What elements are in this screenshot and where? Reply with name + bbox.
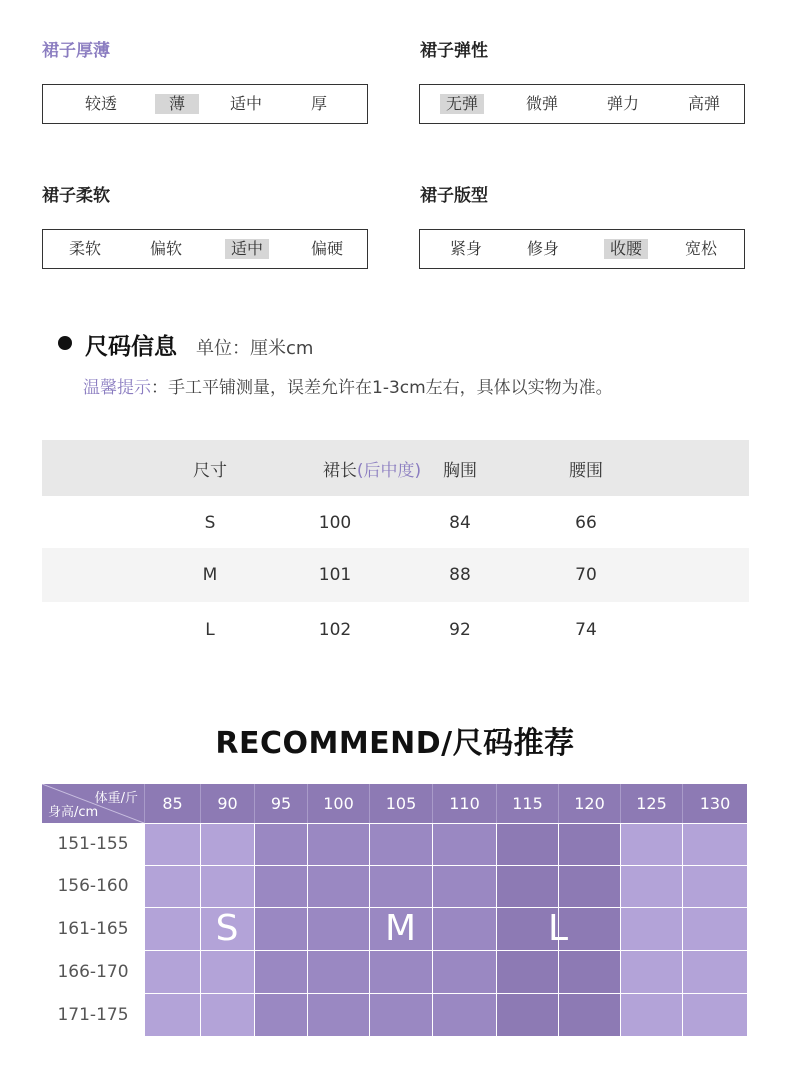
cell-waist: 66 xyxy=(575,513,597,533)
weight-col-95: 95 xyxy=(254,784,307,823)
grid-cell xyxy=(558,993,620,1036)
grid-cell xyxy=(200,950,254,993)
option-elasticity-1: 无弹 xyxy=(440,94,484,114)
header-chest: 胸围 xyxy=(443,460,477,481)
option-fit-3: 收腰 xyxy=(604,239,648,259)
recommend-title: RECOMMEND/尺码推荐 xyxy=(215,726,575,761)
weight-col-125: 125 xyxy=(620,784,682,823)
table-row xyxy=(42,603,749,657)
grid-cell xyxy=(496,823,558,865)
option-fit-4: 宽松 xyxy=(685,239,718,258)
grid-cell xyxy=(496,950,558,993)
height-row-161-165: 161-165 xyxy=(57,918,129,939)
weight-label: 体重/斤 xyxy=(94,791,138,806)
weight-col-105: 105 xyxy=(369,784,432,823)
size-letter-L: L xyxy=(547,908,569,949)
grid-cell xyxy=(682,907,747,950)
attr-title-thickness: 裙子厚薄 xyxy=(42,41,110,61)
grid-cell xyxy=(254,907,307,950)
option-thickness-4: 厚 xyxy=(311,94,328,113)
grid-cell xyxy=(307,993,369,1036)
option-elasticity-4: 高弹 xyxy=(688,94,721,113)
cell-chest: 88 xyxy=(449,565,471,585)
grid-cell xyxy=(620,993,682,1036)
cell-length: 100 xyxy=(318,513,352,533)
header-size: 尺寸 xyxy=(193,460,227,481)
option-softness-2: 偏软 xyxy=(150,239,183,258)
grid-cell xyxy=(432,907,496,950)
attr-box-softness xyxy=(42,229,368,269)
size-tip-label: 温馨提示 xyxy=(83,378,151,398)
height-row-156-160: 156-160 xyxy=(57,876,129,896)
grid-cell xyxy=(307,865,369,907)
header-length xyxy=(312,440,432,496)
grid-cell xyxy=(369,865,432,907)
grid-cell xyxy=(682,865,747,907)
grid-cell xyxy=(200,993,254,1036)
cell-length: 102 xyxy=(318,620,352,640)
height-row-151-155: 151-155 xyxy=(57,834,129,854)
option-thickness-2: 薄 xyxy=(155,94,199,114)
size-letter-M: M xyxy=(384,908,417,949)
header-length-note: (后中度) xyxy=(356,460,422,481)
grid-cell xyxy=(254,950,307,993)
grid-cell xyxy=(432,865,496,907)
attr-box-elasticity xyxy=(419,84,745,124)
option-softness-1: 柔软 xyxy=(69,239,102,258)
size-tip xyxy=(83,373,613,398)
option-thickness-1: 较透 xyxy=(85,94,118,113)
size-info-title: 尺码信息 xyxy=(85,334,177,360)
attr-box-thickness xyxy=(42,84,368,124)
grid-cell xyxy=(307,823,369,865)
table-row xyxy=(42,548,749,602)
option-elasticity-2: 微弹 xyxy=(526,94,559,113)
option-fit-2: 修身 xyxy=(527,239,560,258)
option-softness-3: 适中 xyxy=(225,239,269,259)
weight-col-110: 110 xyxy=(432,784,496,823)
grid-cell xyxy=(200,823,254,865)
cell-waist: 70 xyxy=(575,565,597,585)
attr-box-fit xyxy=(419,229,745,269)
cell-chest: 84 xyxy=(449,513,471,533)
table-row xyxy=(42,496,749,550)
grid-cell xyxy=(496,993,558,1036)
size-tip-text: ：手工平铺测量，误差允许在1-3cm左右，具体以实物为准。 xyxy=(151,378,613,398)
grid-cell xyxy=(682,993,747,1036)
size-info-unit: 单位：厘米cm xyxy=(196,338,314,359)
grid-cell xyxy=(254,823,307,865)
cell-size: L xyxy=(205,620,215,640)
attr-title-softness: 裙子柔软 xyxy=(42,186,110,206)
height-row-166-170: 166-170 xyxy=(57,961,129,982)
grid-cell xyxy=(144,823,200,865)
grid-cell xyxy=(307,907,369,950)
option-thickness-3: 适中 xyxy=(230,94,263,113)
grid-cell xyxy=(200,865,254,907)
grid-cell xyxy=(144,865,200,907)
weight-col-130: 130 xyxy=(682,784,747,823)
grid-cell xyxy=(369,993,432,1036)
option-elasticity-3: 弹力 xyxy=(607,94,640,113)
grid-corner xyxy=(42,784,144,823)
grid-cell xyxy=(558,865,620,907)
size-table-header xyxy=(42,440,749,496)
height-row-171-175: 171-175 xyxy=(57,1004,129,1025)
height-label: 身高/cm xyxy=(48,805,99,820)
grid-cell xyxy=(432,993,496,1036)
grid-cell xyxy=(144,907,200,950)
weight-col-100: 100 xyxy=(307,784,369,823)
grid-cell xyxy=(369,823,432,865)
grid-cell xyxy=(682,823,747,865)
grid-cell xyxy=(432,950,496,993)
cell-size: M xyxy=(202,565,218,585)
weight-col-85: 85 xyxy=(144,784,200,823)
option-softness-4: 偏硬 xyxy=(311,239,344,258)
grid-cell xyxy=(144,993,200,1036)
grid-cell xyxy=(144,950,200,993)
grid-cell xyxy=(432,823,496,865)
grid-cell xyxy=(558,823,620,865)
cell-chest: 92 xyxy=(449,620,471,640)
grid-cell xyxy=(254,993,307,1036)
weight-col-120: 120 xyxy=(558,784,620,823)
cell-waist: 74 xyxy=(575,620,597,640)
cell-size: S xyxy=(204,513,216,533)
grid-cell xyxy=(620,865,682,907)
attr-title-elasticity: 裙子弹性 xyxy=(420,41,488,61)
size-letter-S: S xyxy=(215,908,239,949)
grid-cell xyxy=(620,823,682,865)
grid-cell xyxy=(620,907,682,950)
grid-cell xyxy=(369,950,432,993)
weight-col-90: 90 xyxy=(200,784,254,823)
grid-cell xyxy=(496,865,558,907)
grid-cell xyxy=(307,950,369,993)
grid-cell xyxy=(620,950,682,993)
cell-length: 101 xyxy=(318,565,352,585)
grid-cell xyxy=(254,865,307,907)
weight-col-115: 115 xyxy=(496,784,558,823)
header-length-label: 裙长 xyxy=(322,460,357,481)
header-waist: 腰围 xyxy=(569,460,603,481)
bullet-dot xyxy=(58,336,72,350)
grid-cell xyxy=(682,950,747,993)
attr-title-fit: 裙子版型 xyxy=(420,186,488,206)
grid-cell xyxy=(558,950,620,993)
option-fit-1: 紧身 xyxy=(450,239,483,258)
